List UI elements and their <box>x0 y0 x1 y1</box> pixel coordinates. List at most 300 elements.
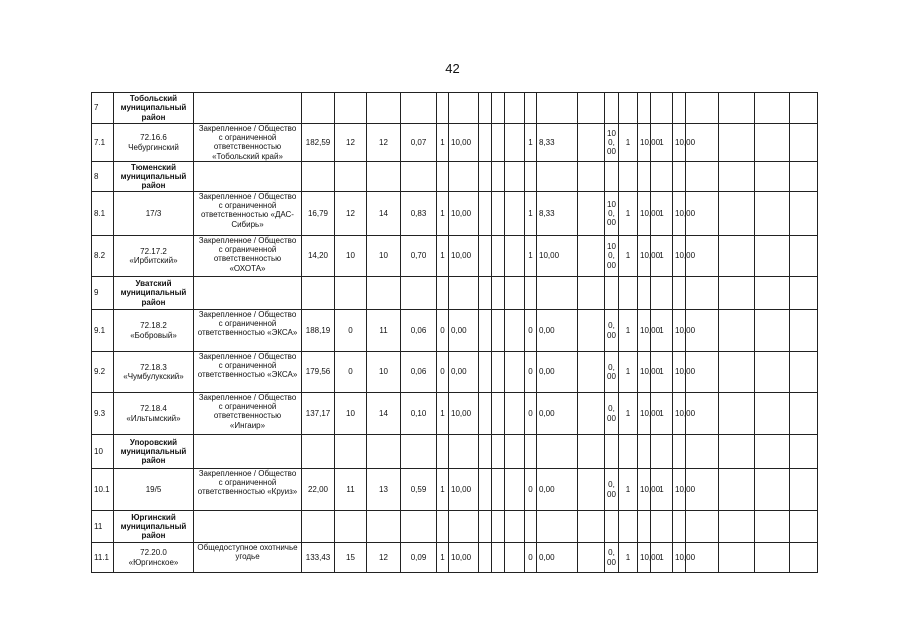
empty-cell <box>525 435 537 469</box>
empty-cell <box>790 310 818 352</box>
empty-cell <box>638 277 651 310</box>
empty-cell <box>578 352 605 393</box>
empty-cell <box>401 277 437 310</box>
empty-cell <box>525 277 537 310</box>
empty-cell <box>505 277 525 310</box>
empty-cell <box>673 162 686 192</box>
empty-cell <box>755 277 790 310</box>
score-cell: 1 <box>651 393 673 435</box>
empty-cell <box>719 435 755 469</box>
empty-cell <box>492 310 505 352</box>
empty-cell <box>638 162 651 192</box>
value-cell: 10 <box>367 352 401 393</box>
ground-type-cell: Закрепленное / Общество с ограниченной ответственностью «ЭКСА» <box>194 352 302 393</box>
row-number-cell: 11.1 <box>92 543 114 573</box>
value-cell: 8,33 <box>537 124 578 162</box>
score-cell: 1 <box>619 236 638 277</box>
empty-cell <box>673 277 686 310</box>
empty-cell <box>401 93 437 124</box>
value-cell: 10,00 <box>673 192 686 236</box>
value-cell: 0 <box>335 310 367 352</box>
row-number-cell: 9.3 <box>92 393 114 435</box>
score-cell: 1 <box>437 124 449 162</box>
empty-cell <box>719 162 755 192</box>
value-cell: 11 <box>335 469 367 511</box>
empty-cell <box>492 511 505 543</box>
empty-cell <box>401 511 437 543</box>
score-cell: 1 <box>437 393 449 435</box>
empty-cell <box>537 511 578 543</box>
page-number: 42 <box>445 61 460 76</box>
empty-cell <box>401 162 437 192</box>
empty-cell <box>505 93 525 124</box>
value-cell: 8,33 <box>537 192 578 236</box>
area-cell: 137,17 <box>302 393 335 435</box>
score-cell: 0 <box>437 310 449 352</box>
empty-cell <box>719 277 755 310</box>
section-row <box>92 93 818 124</box>
score-cell: 0 <box>525 352 537 393</box>
area-cell: 179,56 <box>302 352 335 393</box>
empty-cell <box>479 469 492 511</box>
value-cell: 0,00 <box>449 352 479 393</box>
empty-cell <box>578 192 605 236</box>
empty-cell <box>449 511 479 543</box>
value-cell: 10,00 <box>673 124 686 162</box>
empty-cell <box>619 277 638 310</box>
ground-type-cell: Общедоступное охотничье угодье <box>194 543 302 573</box>
area-cell: 14,20 <box>302 236 335 277</box>
empty-cell <box>505 192 525 236</box>
value-cell: 10,00 <box>673 352 686 393</box>
empty-cell <box>335 277 367 310</box>
empty-cell <box>492 192 505 236</box>
empty-cell <box>686 435 719 469</box>
empty-cell <box>651 277 673 310</box>
empty-cell <box>194 162 302 192</box>
empty-cell <box>619 93 638 124</box>
value-cell: 10 <box>335 393 367 435</box>
ground-name-cell: 72.16.6 Чебургинский <box>114 124 194 162</box>
score-cell: 1 <box>619 543 638 573</box>
empty-cell <box>790 511 818 543</box>
empty-cell <box>578 310 605 352</box>
value-cell: 14 <box>367 192 401 236</box>
ground-name-cell: 72.18.2 «Бобровый» <box>114 310 194 352</box>
empty-cell <box>479 352 492 393</box>
empty-cell <box>537 277 578 310</box>
empty-cell <box>719 236 755 277</box>
value-cell: 12 <box>335 192 367 236</box>
row-number-cell: 10 <box>92 435 114 469</box>
empty-cell <box>437 162 449 192</box>
empty-cell <box>492 393 505 435</box>
empty-cell <box>505 124 525 162</box>
value-cell: 10,00 <box>449 543 479 573</box>
district-name-cell: Тюменский муниципальный район <box>114 162 194 192</box>
empty-cell <box>449 162 479 192</box>
empty-cell <box>755 352 790 393</box>
empty-cell <box>194 511 302 543</box>
area-cell: 22,00 <box>302 469 335 511</box>
district-name-cell: Юргинский муниципальный район <box>114 511 194 543</box>
empty-cell <box>578 277 605 310</box>
empty-cell <box>194 277 302 310</box>
row-number-cell: 11 <box>92 511 114 543</box>
value-cell: 12 <box>335 124 367 162</box>
value-cell: 0,83 <box>401 192 437 236</box>
value-cell: 10,00 <box>673 469 686 511</box>
row-number-cell: 10.1 <box>92 469 114 511</box>
empty-cell <box>505 435 525 469</box>
value-cell: 0,00 <box>605 469 619 511</box>
area-cell: 182,59 <box>302 124 335 162</box>
empty-cell <box>755 469 790 511</box>
empty-cell <box>619 162 638 192</box>
empty-cell <box>673 435 686 469</box>
hunting-grounds-table <box>91 92 818 573</box>
empty-cell <box>537 93 578 124</box>
empty-cell <box>492 469 505 511</box>
empty-cell <box>449 93 479 124</box>
empty-cell <box>505 236 525 277</box>
empty-cell <box>686 162 719 192</box>
value-cell: 10,00 <box>638 469 651 511</box>
value-cell: 0,00 <box>537 393 578 435</box>
score-cell: 1 <box>619 393 638 435</box>
empty-cell <box>302 435 335 469</box>
row-number-cell: 9.1 <box>92 310 114 352</box>
row-number-cell: 8.2 <box>92 236 114 277</box>
empty-cell <box>755 93 790 124</box>
area-cell: 133,43 <box>302 543 335 573</box>
empty-cell <box>605 511 619 543</box>
score-cell: 1 <box>651 124 673 162</box>
empty-cell <box>578 162 605 192</box>
empty-cell <box>755 310 790 352</box>
empty-cell <box>437 511 449 543</box>
empty-cell <box>492 435 505 469</box>
value-cell: 0,07 <box>401 124 437 162</box>
row-number-cell: 8 <box>92 162 114 192</box>
value-cell: 15 <box>335 543 367 573</box>
empty-cell <box>479 93 492 124</box>
empty-cell <box>335 162 367 192</box>
empty-cell <box>673 511 686 543</box>
value-cell: 0,00 <box>449 310 479 352</box>
empty-cell <box>449 435 479 469</box>
ground-name-cell: 17/3 <box>114 192 194 236</box>
empty-cell <box>638 511 651 543</box>
ground-name-cell: 72.17.2 «Ирбитский» <box>114 236 194 277</box>
empty-cell <box>401 435 437 469</box>
score-cell: 1 <box>437 236 449 277</box>
empty-cell <box>578 435 605 469</box>
empty-cell <box>194 93 302 124</box>
value-cell: 10,00 <box>449 236 479 277</box>
value-cell: 0,00 <box>605 310 619 352</box>
empty-cell <box>367 277 401 310</box>
section-row <box>92 162 818 192</box>
empty-cell <box>302 162 335 192</box>
empty-cell <box>578 469 605 511</box>
value-cell: 10 <box>335 236 367 277</box>
table-row <box>92 236 818 277</box>
empty-cell <box>437 277 449 310</box>
empty-cell <box>578 124 605 162</box>
empty-cell <box>578 236 605 277</box>
empty-cell <box>719 192 755 236</box>
empty-cell <box>479 277 492 310</box>
table-row <box>92 393 818 435</box>
value-cell: 10,00 <box>673 393 686 435</box>
empty-cell <box>479 435 492 469</box>
empty-cell <box>755 393 790 435</box>
value-cell: 10,00 <box>449 124 479 162</box>
empty-cell <box>525 93 537 124</box>
empty-cell <box>335 435 367 469</box>
value-cell: 10,00 <box>638 352 651 393</box>
value-cell: 10,00 <box>673 543 686 573</box>
empty-cell <box>302 277 335 310</box>
row-number-cell: 8.1 <box>92 192 114 236</box>
value-cell: 0,00 <box>537 310 578 352</box>
empty-cell <box>719 469 755 511</box>
value-cell: 10,00 <box>638 192 651 236</box>
empty-cell <box>578 93 605 124</box>
value-cell: 10,00 <box>638 124 651 162</box>
empty-cell <box>302 511 335 543</box>
empty-cell <box>790 124 818 162</box>
score-cell: 1 <box>651 352 673 393</box>
value-cell: 100,00 <box>605 236 619 277</box>
empty-cell <box>605 435 619 469</box>
value-cell: 10,00 <box>638 543 651 573</box>
empty-cell <box>619 435 638 469</box>
empty-cell <box>651 435 673 469</box>
empty-cell <box>755 435 790 469</box>
empty-cell <box>719 543 755 573</box>
ground-type-cell: Закрепленное / Общество с ограниченной ответственностью «ДАС-Сибирь» <box>194 192 302 236</box>
empty-cell <box>479 124 492 162</box>
empty-cell <box>790 393 818 435</box>
empty-cell <box>790 543 818 573</box>
table-row <box>92 310 818 352</box>
empty-cell <box>335 93 367 124</box>
empty-cell <box>479 543 492 573</box>
value-cell: 10,00 <box>537 236 578 277</box>
score-cell: 1 <box>619 469 638 511</box>
value-cell: 0,06 <box>401 310 437 352</box>
value-cell: 0,00 <box>605 352 619 393</box>
score-cell: 1 <box>619 352 638 393</box>
value-cell: 10,00 <box>449 192 479 236</box>
empty-cell <box>537 162 578 192</box>
empty-cell <box>367 162 401 192</box>
empty-cell <box>194 435 302 469</box>
value-cell: 0,00 <box>605 393 619 435</box>
empty-cell <box>638 93 651 124</box>
empty-cell <box>790 352 818 393</box>
value-cell: 0,10 <box>401 393 437 435</box>
score-cell: 1 <box>651 192 673 236</box>
area-cell: 188,19 <box>302 310 335 352</box>
empty-cell <box>492 162 505 192</box>
score-cell: 0 <box>525 393 537 435</box>
value-cell: 10,00 <box>449 393 479 435</box>
empty-cell <box>492 277 505 310</box>
empty-cell <box>651 162 673 192</box>
empty-cell <box>605 277 619 310</box>
empty-cell <box>790 162 818 192</box>
empty-cell <box>790 277 818 310</box>
table-row <box>92 352 818 393</box>
empty-cell <box>537 435 578 469</box>
row-number-cell: 9.2 <box>92 352 114 393</box>
district-name-cell: Упоровский муниципальный район <box>114 435 194 469</box>
value-cell: 0,06 <box>401 352 437 393</box>
value-cell: 13 <box>367 469 401 511</box>
empty-cell <box>505 543 525 573</box>
empty-cell <box>790 192 818 236</box>
empty-cell <box>479 162 492 192</box>
score-cell: 0 <box>525 469 537 511</box>
empty-cell <box>605 162 619 192</box>
value-cell: 10 <box>367 236 401 277</box>
value-cell: 10,00 <box>449 469 479 511</box>
empty-cell <box>479 511 492 543</box>
empty-cell <box>651 511 673 543</box>
score-cell: 0 <box>525 543 537 573</box>
value-cell: 0,59 <box>401 469 437 511</box>
empty-cell <box>367 511 401 543</box>
ground-name-cell: 72.18.4 «Ильтымский» <box>114 393 194 435</box>
empty-cell <box>719 124 755 162</box>
empty-cell <box>367 435 401 469</box>
score-cell: 1 <box>525 192 537 236</box>
value-cell: 0 <box>335 352 367 393</box>
ground-name-cell: 72.18.3 «Чумбулукский» <box>114 352 194 393</box>
ground-type-cell: Закрепленное / Общество с ограниченной ответственностью «ЭКСА» <box>194 310 302 352</box>
value-cell: 10,00 <box>673 236 686 277</box>
empty-cell <box>479 393 492 435</box>
value-cell: 0,00 <box>537 352 578 393</box>
empty-cell <box>505 393 525 435</box>
empty-cell <box>719 93 755 124</box>
empty-cell <box>719 352 755 393</box>
ground-name-cell: 72.20.0 «Юргинское» <box>114 543 194 573</box>
empty-cell <box>578 511 605 543</box>
value-cell: 10,00 <box>638 310 651 352</box>
empty-cell <box>492 543 505 573</box>
score-cell: 1 <box>651 236 673 277</box>
empty-cell <box>335 511 367 543</box>
empty-cell <box>479 236 492 277</box>
empty-cell <box>505 310 525 352</box>
empty-cell <box>686 277 719 310</box>
empty-cell <box>505 352 525 393</box>
empty-cell <box>651 93 673 124</box>
row-number-cell: 9 <box>92 277 114 310</box>
empty-cell <box>686 93 719 124</box>
value-cell: 10,00 <box>673 310 686 352</box>
value-cell: 14 <box>367 393 401 435</box>
empty-cell <box>505 162 525 192</box>
value-cell: 0,00 <box>537 469 578 511</box>
empty-cell <box>686 511 719 543</box>
ground-name-cell: 19/5 <box>114 469 194 511</box>
row-number-cell: 7 <box>92 93 114 124</box>
empty-cell <box>719 310 755 352</box>
table-row <box>92 543 818 573</box>
empty-cell <box>638 435 651 469</box>
score-cell: 1 <box>619 124 638 162</box>
score-cell: 1 <box>437 192 449 236</box>
value-cell: 0,00 <box>605 543 619 573</box>
section-row <box>92 435 818 469</box>
empty-cell <box>525 162 537 192</box>
empty-cell <box>479 310 492 352</box>
score-cell: 0 <box>525 310 537 352</box>
value-cell: 10,00 <box>638 393 651 435</box>
value-cell: 12 <box>367 124 401 162</box>
empty-cell <box>719 511 755 543</box>
district-name-cell: Уватский муниципальный район <box>114 277 194 310</box>
empty-cell <box>755 236 790 277</box>
empty-cell <box>673 93 686 124</box>
empty-cell <box>755 511 790 543</box>
value-cell: 0,09 <box>401 543 437 573</box>
empty-cell <box>755 124 790 162</box>
empty-cell <box>755 543 790 573</box>
section-row <box>92 511 818 543</box>
score-cell: 1 <box>525 236 537 277</box>
empty-cell <box>492 352 505 393</box>
table-row <box>92 192 818 236</box>
empty-cell <box>578 543 605 573</box>
score-cell: 1 <box>651 469 673 511</box>
score-cell: 1 <box>437 543 449 573</box>
score-cell: 0 <box>437 352 449 393</box>
empty-cell <box>505 469 525 511</box>
district-name-cell: Тобольский муниципальный район <box>114 93 194 124</box>
empty-cell <box>492 236 505 277</box>
table-row <box>92 124 818 162</box>
value-cell: 10,00 <box>638 236 651 277</box>
empty-cell <box>367 93 401 124</box>
value-cell: 12 <box>367 543 401 573</box>
empty-cell <box>505 511 525 543</box>
ground-type-cell: Закрепленное / Общество с ограниченной ответственностью «Ингаир» <box>194 393 302 435</box>
ground-type-cell: Закрепленное / Общество с ограниченной ответственностью «Тобольский край» <box>194 124 302 162</box>
empty-cell <box>437 435 449 469</box>
empty-cell <box>479 192 492 236</box>
value-cell: 11 <box>367 310 401 352</box>
empty-cell <box>605 93 619 124</box>
empty-cell <box>790 435 818 469</box>
empty-cell <box>492 124 505 162</box>
area-cell: 16,79 <box>302 192 335 236</box>
score-cell: 1 <box>437 469 449 511</box>
empty-cell <box>302 93 335 124</box>
score-cell: 1 <box>651 310 673 352</box>
empty-cell <box>755 162 790 192</box>
ground-type-cell: Закрепленное / Общество с ограниченной ответственностью «ОХОТА» <box>194 236 302 277</box>
score-cell: 1 <box>525 124 537 162</box>
empty-cell <box>619 511 638 543</box>
empty-cell <box>790 236 818 277</box>
table-row <box>92 469 818 511</box>
